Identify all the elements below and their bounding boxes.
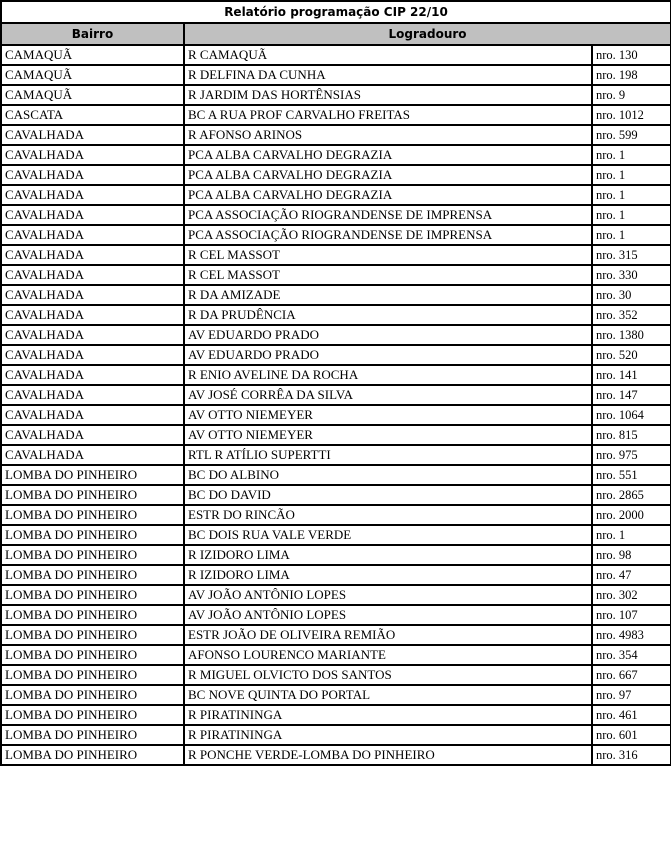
table-row: [1, 425, 671, 445]
cell-bairro: LOMBA DO PINHEIRO: [1, 705, 184, 725]
cell-bairro: LOMBA DO PINHEIRO: [1, 465, 184, 485]
cell-bairro: LOMBA DO PINHEIRO: [1, 725, 184, 745]
cell-logradouro: BC DO DAVID: [184, 485, 592, 505]
table-row: [1, 65, 671, 85]
cell-bairro: LOMBA DO PINHEIRO: [1, 525, 184, 545]
cell-logradouro: BC A RUA PROF CARVALHO FREITAS: [184, 105, 592, 125]
cell-logradouro: BC DOIS RUA VALE VERDE: [184, 525, 592, 545]
cell-logradouro: R DA AMIZADE: [184, 285, 592, 305]
cell-bairro: LOMBA DO PINHEIRO: [1, 605, 184, 625]
cell-numero: nro. 1064: [592, 405, 671, 425]
table-row: [1, 165, 671, 185]
cell-numero: nro. 2000: [592, 505, 671, 525]
cell-numero: nro. 9: [592, 85, 671, 105]
cell-logradouro: R PONCHE VERDE-LOMBA DO PINHEIRO: [184, 745, 592, 765]
header-row: [1, 23, 671, 45]
cell-bairro: CAVALHADA: [1, 245, 184, 265]
cell-numero: nro. 601: [592, 725, 671, 745]
cell-bairro: CAMAQUÃ: [1, 45, 184, 65]
cell-logradouro: PCA ALBA CARVALHO DEGRAZIA: [184, 185, 592, 205]
cell-numero: nro. 551: [592, 465, 671, 485]
cell-numero: nro. 316: [592, 745, 671, 765]
cell-numero: nro. 1: [592, 185, 671, 205]
cell-bairro: CAMAQUÃ: [1, 65, 184, 85]
table-row: [1, 565, 671, 585]
table-row: [1, 265, 671, 285]
cell-bairro: CAVALHADA: [1, 425, 184, 445]
cell-logradouro: R PIRATININGA: [184, 725, 592, 745]
table-row: [1, 505, 671, 525]
table-row: [1, 725, 671, 745]
cell-bairro: CAVALHADA: [1, 385, 184, 405]
cell-logradouro: R ENIO AVELINE DA ROCHA: [184, 365, 592, 385]
cell-numero: nro. 147: [592, 385, 671, 405]
table-row: [1, 645, 671, 665]
table-row: [1, 625, 671, 645]
report-title: Relatório programação CIP 22/10: [1, 1, 671, 23]
cell-logradouro: AFONSO LOURENCO MARIANTE: [184, 645, 592, 665]
table-row: [1, 485, 671, 505]
table-row: [1, 745, 671, 765]
cell-bairro: CAVALHADA: [1, 365, 184, 385]
cell-numero: nro. 1: [592, 225, 671, 245]
table-row: [1, 245, 671, 265]
cell-bairro: CAVALHADA: [1, 445, 184, 465]
table-row: [1, 325, 671, 345]
cell-logradouro: ESTR DO RINCÃO: [184, 505, 592, 525]
table-row: [1, 465, 671, 485]
cell-logradouro: R IZIDORO LIMA: [184, 565, 592, 585]
cell-logradouro: ESTR JOÃO DE OLIVEIRA REMIÃO: [184, 625, 592, 645]
cell-logradouro: AV OTTO NIEMEYER: [184, 425, 592, 445]
table-row: [1, 365, 671, 385]
cell-logradouro: R CEL MASSOT: [184, 245, 592, 265]
cell-logradouro: AV JOÃO ANTÔNIO LOPES: [184, 605, 592, 625]
cell-bairro: LOMBA DO PINHEIRO: [1, 585, 184, 605]
cell-bairro: LOMBA DO PINHEIRO: [1, 545, 184, 565]
table-row: [1, 705, 671, 725]
cell-numero: nro. 47: [592, 565, 671, 585]
table-row: [1, 105, 671, 125]
cell-bairro: LOMBA DO PINHEIRO: [1, 565, 184, 585]
cell-bairro: LOMBA DO PINHEIRO: [1, 505, 184, 525]
table-row: [1, 445, 671, 465]
table-row: [1, 545, 671, 565]
cell-logradouro: BC NOVE QUINTA DO PORTAL: [184, 685, 592, 705]
cell-numero: nro. 1: [592, 205, 671, 225]
cell-numero: nro. 4983: [592, 625, 671, 645]
column-header-logradouro: Logradouro: [184, 23, 671, 45]
table-row: [1, 185, 671, 205]
cell-numero: nro. 667: [592, 665, 671, 685]
cell-logradouro: RTL R ATÍLIO SUPERTTI: [184, 445, 592, 465]
cell-logradouro: R MIGUEL OLVICTO DOS SANTOS: [184, 665, 592, 685]
table-row: [1, 385, 671, 405]
cell-logradouro: AV EDUARDO PRADO: [184, 345, 592, 365]
cell-numero: nro. 354: [592, 645, 671, 665]
cell-bairro: CAVALHADA: [1, 185, 184, 205]
cell-numero: nro. 1: [592, 165, 671, 185]
cell-numero: nro. 1380: [592, 325, 671, 345]
cell-numero: nro. 30: [592, 285, 671, 305]
table-row: [1, 285, 671, 305]
cell-numero: nro. 520: [592, 345, 671, 365]
cell-numero: nro. 599: [592, 125, 671, 145]
table-row: [1, 685, 671, 705]
cell-bairro: LOMBA DO PINHEIRO: [1, 745, 184, 765]
table-row: [1, 345, 671, 365]
cell-numero: nro. 107: [592, 605, 671, 625]
cell-bairro: LOMBA DO PINHEIRO: [1, 485, 184, 505]
cell-bairro: CAVALHADA: [1, 125, 184, 145]
cell-logradouro: R CEL MASSOT: [184, 265, 592, 285]
table-body: [1, 45, 671, 765]
cell-bairro: CAVALHADA: [1, 225, 184, 245]
table-row: [1, 305, 671, 325]
cell-numero: nro. 315: [592, 245, 671, 265]
cell-logradouro: R CAMAQUÃ: [184, 45, 592, 65]
cell-bairro: LOMBA DO PINHEIRO: [1, 685, 184, 705]
table-row: [1, 145, 671, 165]
table-row: [1, 525, 671, 545]
cell-numero: nro. 352: [592, 305, 671, 325]
table-row: [1, 85, 671, 105]
cell-bairro: LOMBA DO PINHEIRO: [1, 665, 184, 685]
cell-logradouro: AV OTTO NIEMEYER: [184, 405, 592, 425]
table-row: [1, 405, 671, 425]
cell-bairro: CAMAQUÃ: [1, 85, 184, 105]
cell-logradouro: AV JOSÉ CORRÊA DA SILVA: [184, 385, 592, 405]
cell-logradouro: R DA PRUDÊNCIA: [184, 305, 592, 325]
title-row: [1, 1, 671, 23]
column-header-bairro: Bairro: [1, 23, 184, 45]
cell-logradouro: AV EDUARDO PRADO: [184, 325, 592, 345]
cell-logradouro: R PIRATININGA: [184, 705, 592, 725]
cell-numero: nro. 2865: [592, 485, 671, 505]
table-row: [1, 45, 671, 65]
cell-bairro: CAVALHADA: [1, 305, 184, 325]
cell-numero: nro. 975: [592, 445, 671, 465]
cell-logradouro: AV JOÃO ANTÔNIO LOPES: [184, 585, 592, 605]
cell-bairro: CAVALHADA: [1, 205, 184, 225]
cell-logradouro: BC DO ALBINO: [184, 465, 592, 485]
cell-bairro: CAVALHADA: [1, 405, 184, 425]
cell-numero: nro. 302: [592, 585, 671, 605]
cell-bairro: LOMBA DO PINHEIRO: [1, 645, 184, 665]
cell-bairro: CAVALHADA: [1, 325, 184, 345]
table-row: [1, 205, 671, 225]
cell-numero: nro. 130: [592, 45, 671, 65]
cell-numero: nro. 1: [592, 145, 671, 165]
cell-numero: nro. 97: [592, 685, 671, 705]
cell-bairro: LOMBA DO PINHEIRO: [1, 625, 184, 645]
cell-logradouro: PCA ALBA CARVALHO DEGRAZIA: [184, 145, 592, 165]
cell-numero: nro. 1: [592, 525, 671, 545]
cell-bairro: CAVALHADA: [1, 345, 184, 365]
table-row: [1, 225, 671, 245]
table-row: [1, 125, 671, 145]
cell-bairro: CASCATA: [1, 105, 184, 125]
cell-numero: nro. 461: [592, 705, 671, 725]
cell-bairro: CAVALHADA: [1, 285, 184, 305]
cell-numero: nro. 98: [592, 545, 671, 565]
cell-logradouro: PCA ALBA CARVALHO DEGRAZIA: [184, 165, 592, 185]
table-row: [1, 585, 671, 605]
cell-numero: nro. 198: [592, 65, 671, 85]
table-row: [1, 665, 671, 685]
cell-numero: nro. 141: [592, 365, 671, 385]
cell-bairro: CAVALHADA: [1, 145, 184, 165]
cell-logradouro: R IZIDORO LIMA: [184, 545, 592, 565]
cell-numero: nro. 1012: [592, 105, 671, 125]
cell-logradouro: PCA ASSOCIAÇÃO RIOGRANDENSE DE IMPRENSA: [184, 225, 592, 245]
cell-bairro: CAVALHADA: [1, 265, 184, 285]
cell-logradouro: R JARDIM DAS HORTÊNSIAS: [184, 85, 592, 105]
cell-logradouro: R DELFINA DA CUNHA: [184, 65, 592, 85]
cell-logradouro: PCA ASSOCIAÇÃO RIOGRANDENSE DE IMPRENSA: [184, 205, 592, 225]
cell-bairro: CAVALHADA: [1, 165, 184, 185]
cell-numero: nro. 815: [592, 425, 671, 445]
cell-numero: nro. 330: [592, 265, 671, 285]
cell-logradouro: R AFONSO ARINOS: [184, 125, 592, 145]
table-row: [1, 605, 671, 625]
